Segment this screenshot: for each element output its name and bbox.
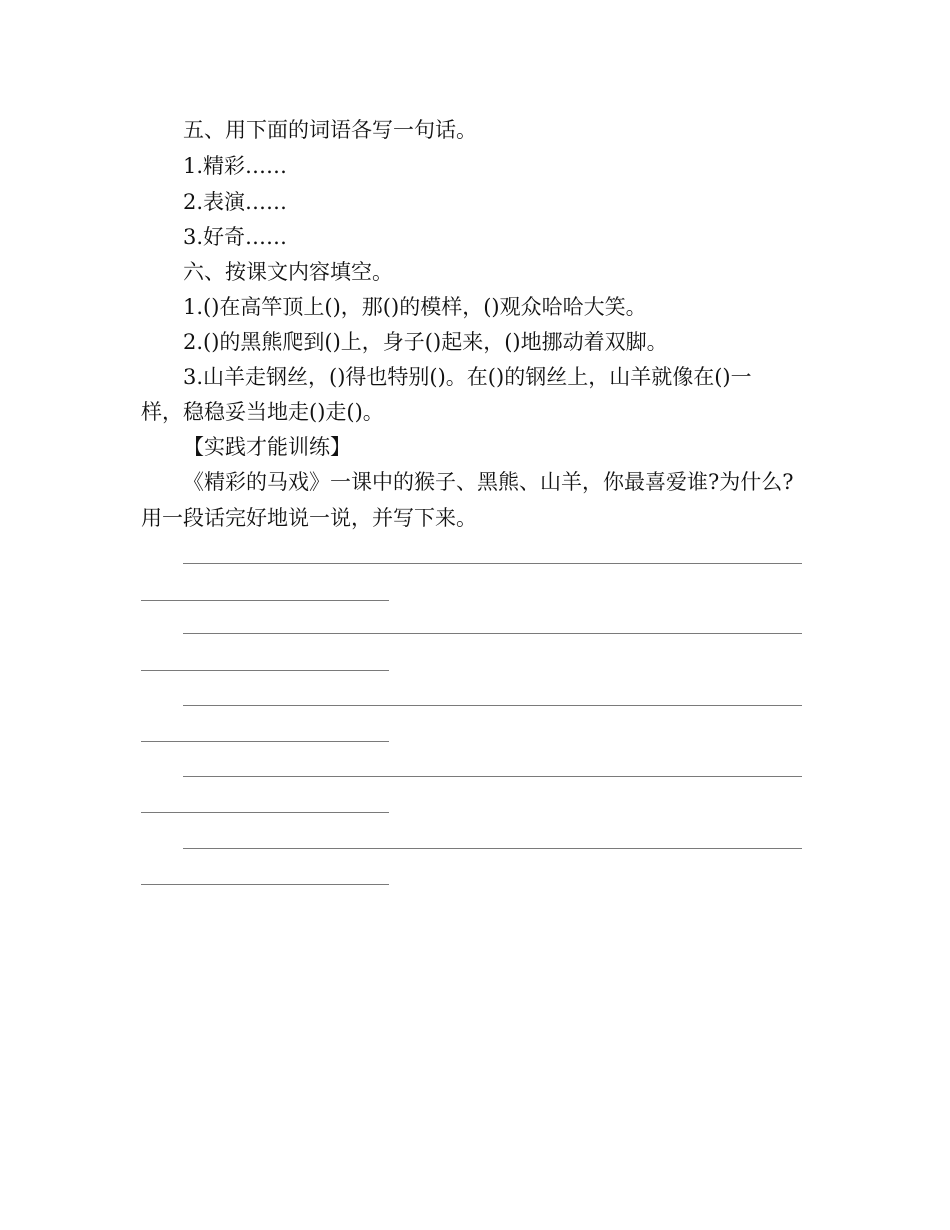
section6-item-3-continued: 样，稳稳妥当地走()走()。	[141, 400, 384, 424]
section6-heading: 六、按课文内容填空。	[183, 260, 393, 284]
section6-item-3: 3.山羊走钢丝，()得也特别()。在()的钢丝上，山羊就像在()一	[183, 365, 752, 389]
section5-item-2: 2.表演……	[183, 190, 288, 214]
answer-line[interactable]	[141, 884, 389, 885]
answer-line[interactable]	[183, 563, 802, 564]
section6-item-2: 2.()的黑熊爬到()上，身子()起来，()地挪动着双脚。	[183, 330, 668, 354]
section5-heading: 五、用下面的词语各写一句话。	[183, 118, 477, 142]
section6-item-1: 1.()在高竿顶上()，那()的模样，()观众哈哈大笑。	[183, 295, 647, 319]
answer-line[interactable]	[141, 741, 389, 742]
answer-line[interactable]	[183, 633, 802, 634]
practice-prompt-line2: 用一段话完好地说一说，并写下来。	[141, 506, 477, 530]
answer-line[interactable]	[183, 848, 802, 849]
practice-prompt-line1: 《精彩的马戏》一课中的猴子、黑熊、山羊，你最喜爱谁?为什么?	[183, 470, 794, 494]
answer-line[interactable]	[141, 812, 389, 813]
answer-line[interactable]	[141, 670, 389, 671]
section5-item-3: 3.好奇……	[183, 225, 288, 249]
answer-line[interactable]	[141, 600, 389, 601]
answer-line[interactable]	[183, 705, 802, 706]
answer-line[interactable]	[183, 776, 802, 777]
practice-heading: 【实践才能训练】	[183, 435, 351, 459]
section5-item-1: 1.精彩……	[183, 154, 288, 178]
